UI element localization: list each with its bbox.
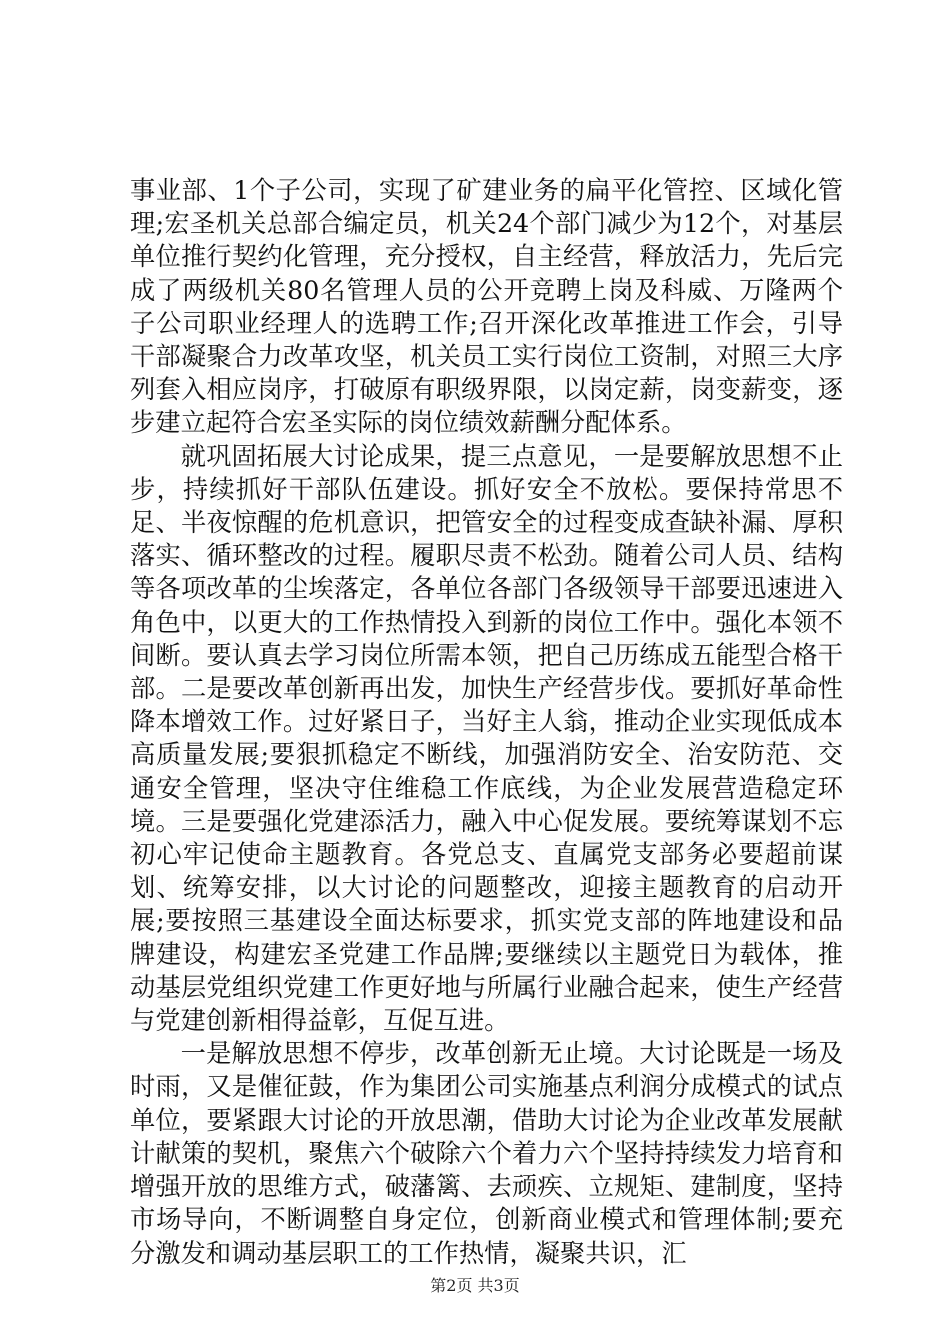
paragraph-2: 就巩固拓展大讨论成果，提三点意见，一是要解放思想不止步，持续抓好干部队伍建设。抓好安全不放松。要保持常思不足、半夜惊醒的危机意识，把管安全的过程变成查缺补漏、厚积落实、循环整改的过程。履职尽责不松劲。随着公司人员、结构等各项改革的尘埃落定，各单位各部门各级领导干部要迅速进入角色中，以更大的工作热情投入到新的岗位工作中。强化本领不间断。要认真去学习岗位所需本领，把自己历练成五能型合格干部。二是要改革创新再出发，加快生产经营步伐。要抓好革命性降本增效工作。过好紧日子，当好主人翁，推动企业实现低成本高质量发展;要狠抓稳定不断线，加强消防安全、治安防范、交通安全管理，坚决守住维稳工作底线，为企业发展营造稳定环境。三是要强化党建添活力，融入中心促发展。要统筹谋划不忘初心牢记使命主题教育。各党总支、直属党支部务必要超前谋划、统筹安排，以大讨论的问题整改，迎接主题教育的启动开展;要按照三基建设全面达标要求，抓实党支部的阵地建设和品牌建设，构建宏圣党建工作品牌;要继续以主题党日为载体，推动基层党组织党建工作更好地与所属行业融合起来，使生产经营与党建创新相得益彰，互促互进。 xyxy=(130,441,843,1036)
page-footer: 第2页 共3页 xyxy=(430,1276,520,1295)
paragraph-1: 事业部、1个子公司，实现了矿建业务的扁平化管控、区域化管理;宏圣机关总部合编定员，机关24个部门减少为12个，对基层单位推行契约化管理，充分授权，自主经营，释放活力，先后完成了两级机关80名管理人员的公开竞聘上岗及科威、万隆两个子公司职业经理人的选聘工作;召开深化改革推进工作会，引导干部凝聚合力改革攻坚，机关员工实行岗位工资制，对照三大序列套入相应岗序，打破原有职级界限，以岗定薪，岗变薪变，逐步建立起符合宏圣实际的岗位绩效薪酬分配体系。 xyxy=(130,176,843,438)
paragraph-3: 一是解放思想不停步，改革创新无止境。大讨论既是一场及时雨，又是催征鼓，作为集团公司实施基点利润分成模式的试点单位，要紧跟大讨论的开放思潮，借助大讨论为企业改革发展献计献策的契机，聚焦六个破除六个着力六个坚持持续发力培育和增强开放的思维方式，破藩篱、去顽疾、立规矩、建制度，坚持市场导向，不断调整自身定位，创新商业模式和管理体制;要充分激发和调动基层职工的工作热情，凝聚共识，汇 xyxy=(130,1039,843,1268)
document-body xyxy=(130,174,843,1270)
